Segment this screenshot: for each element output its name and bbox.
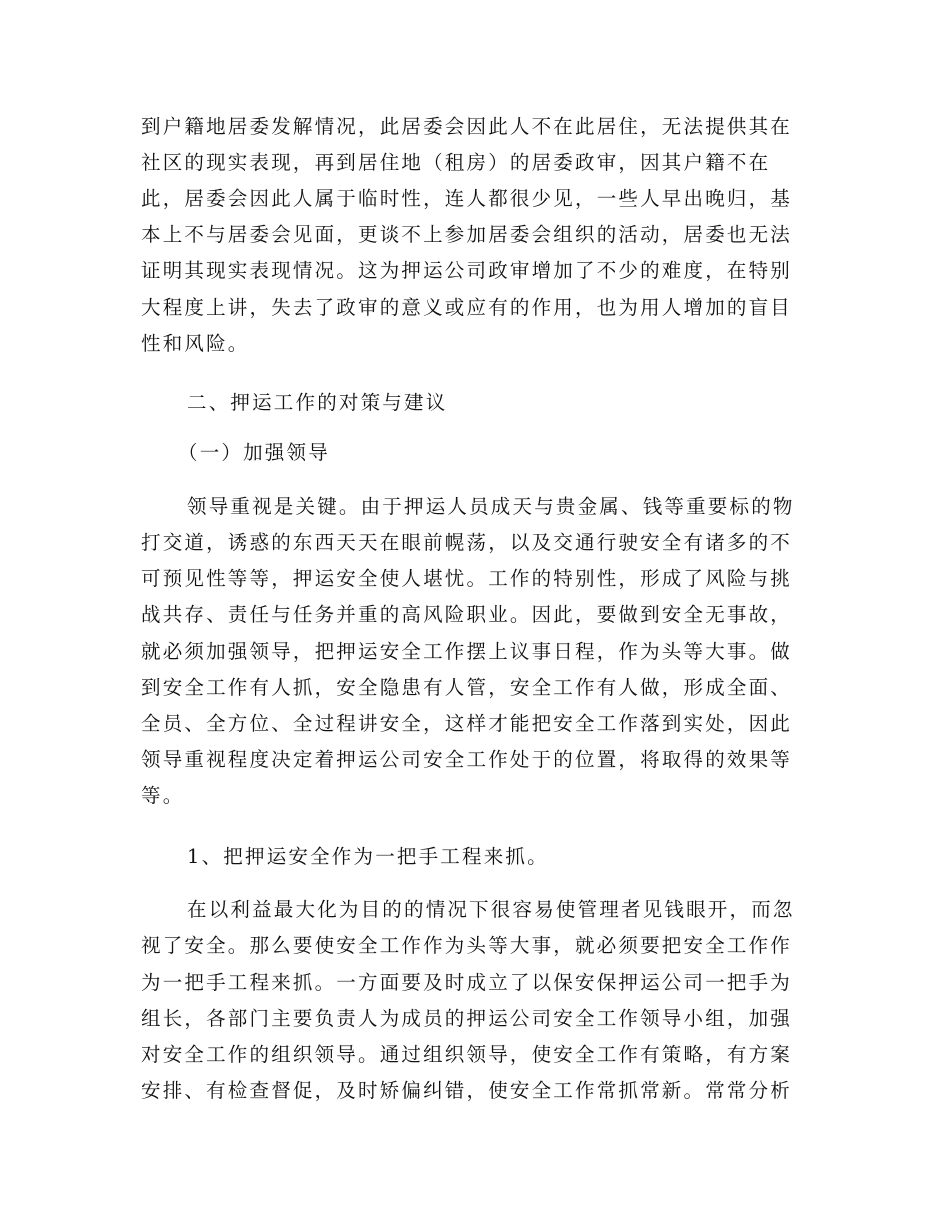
list-item-1: 1、把押运安全作为一把手工程来抓。 — [187, 845, 549, 868]
paragraph-2-line-3: 可预见性等等，押运安全使人堪忧。工作的特别性，形成了风险与挑 — [141, 567, 793, 590]
subsection-heading: （一）加强领导 — [178, 441, 330, 464]
paragraph-1-line-4: 本上不与居委会见面，更谈不上参加居委会组织的活动，居委也无法 — [141, 223, 793, 246]
paragraph-1-line-7: 性和风险。 — [141, 332, 250, 355]
section-heading: 二、押运工作的对策与建议 — [187, 391, 448, 414]
paragraph-3-line-5: 对安全工作的组织领导。通过组织领导，使安全工作有策略，有方案 — [141, 1043, 793, 1066]
paragraph-1-line-2: 社区的现实表现，再到居住地（租房）的居委政审，因其户籍不在 — [141, 151, 771, 174]
paragraph-3-line-4: 组长，各部门主要负责人为成员的押运公司安全工作领导小组，加强 — [141, 1007, 793, 1030]
paragraph-2-line-7: 全员、全方位、全过程讲安全，这样才能把安全工作落到实处，因此 — [141, 712, 793, 735]
paragraph-2-line-6: 到安全工作有人抓，安全隐患有人管，安全工作有人做，形成全面、 — [141, 676, 793, 699]
paragraph-2-line-8: 领导重视程度决定着押运公司安全工作处于的位置，将取得的效果等 — [141, 748, 793, 771]
paragraph-2-line-2: 打交道，诱惑的东西天天在眼前幌荡，以及交通行驶安全有诸多的不 — [141, 531, 793, 554]
paragraph-1-line-1: 到户籍地居委发解情况，此居委会因此人不在此居住，无法提供其在 — [141, 115, 793, 138]
paragraph-3-line-6: 安排、有检查督促，及时矫偏纠错，使安全工作常抓常新。常常分析 — [141, 1079, 793, 1102]
paragraph-1-line-3: 此，居委会因此人属于临时性，连人都很少见，一些人早出晚归，基 — [141, 187, 793, 210]
paragraph-3-line-1: 在以利益最大化为目的的情况下很容易使管理者见钱眼开，而忽 — [187, 898, 795, 921]
paragraph-3-line-2: 视了安全。那么要使安全工作作为头等大事，就必须要把安全工作作 — [141, 934, 793, 957]
paragraph-3-line-3: 为一把手工程来抓。一方面要及时成立了以保安保押运公司一把手为 — [141, 971, 793, 994]
paragraph-2-line-1: 领导重视是关键。由于押运人员成天与贵金属、钱等重要标的物 — [187, 495, 795, 518]
paragraph-1-line-6: 大程度上讲，失去了政审的意义或应有的作用，也为用人增加的盲目 — [141, 296, 793, 319]
paragraph-2-line-9: 等。 — [141, 784, 185, 807]
paragraph-2-line-5: 就必须加强领导，把押运安全工作摆上议事日程，作为头等大事。做 — [141, 640, 793, 663]
paragraph-1-line-5: 证明其现实表现情况。这为押运公司政审增加了不少的难度，在特别 — [141, 259, 793, 282]
paragraph-2-line-4: 战共存、责任与任务并重的高风险职业。因此，要做到安全无事故， — [141, 603, 793, 626]
